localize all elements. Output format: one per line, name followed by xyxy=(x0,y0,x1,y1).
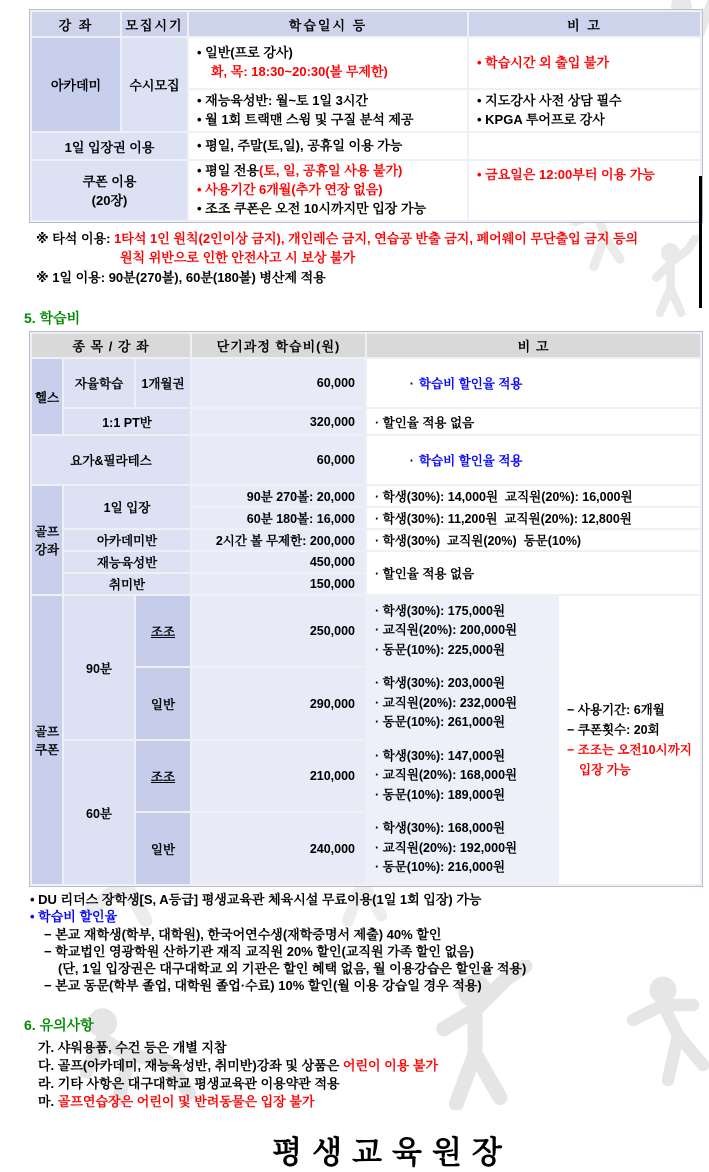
header-remark: 비 고 xyxy=(366,333,701,358)
golf-day90-row xyxy=(31,485,701,507)
price-cell: 2시간 볼 무제한: 200,000 xyxy=(191,529,366,551)
min60-label: 60분 xyxy=(63,740,135,885)
category-health: 헬스 xyxy=(31,358,63,435)
note-cell-empty xyxy=(468,132,701,160)
remark-cell: · 학생(30%) 교직원(20%) 동문(10%) xyxy=(366,529,701,551)
caution-ra: 라. 기타 사항은 대구대학교 평생교육관 이용약관 적용 xyxy=(38,1076,340,1092)
early-label: 조조 xyxy=(135,595,191,667)
self-study-label: 자율학습 xyxy=(63,358,135,408)
period-cell: 수시모집 xyxy=(121,37,188,132)
health-pt-row xyxy=(31,408,701,435)
category-golf-lecture: 골프 강좌 xyxy=(31,485,63,595)
note-seat-usage: ※ 타석 이용: 1타석 1인 원칙(2인이상 금지), 개인레슨 금지, 연습공 반출 금지, 페어웨이 무단출입 금지 등의 xyxy=(36,230,639,246)
remark-cell: · 할인율 적용 없음 xyxy=(366,408,701,435)
pt-label: 1:1 PT반 xyxy=(63,408,191,435)
coupon-label: 쿠폰 이용 (20장) xyxy=(31,160,188,221)
remark-cell: · 학생(30%): 11,200원 교직원(20%): 12,800원 xyxy=(366,507,701,529)
remark-cell: · 학습비 할인율 적용 xyxy=(366,435,701,485)
course-academy-cell: 아카데미 xyxy=(31,37,121,132)
caution-ma: 마. 골프연습장은 어린이 및 반려동물은 입장 불가 xyxy=(38,1094,315,1110)
month-pass-label: 1개월권 xyxy=(135,358,191,408)
remark-cell: · 학생(30%): 147,000원 · 교직원(20%): 168,000원 · 동문(10%): 189,000원 xyxy=(366,740,558,812)
talent-class-label: 재능육성반 xyxy=(63,551,191,573)
signature-title: 평생교육원장 xyxy=(272,1135,512,1171)
discount-rate-title: • 학습비 할인율 xyxy=(30,909,118,925)
reference-notes xyxy=(30,229,709,288)
schedule-cell: • 일반(프로 강사) 화, 목: 18:30~20:30(볼 무제한) xyxy=(188,37,468,89)
note-daily-usage: ※ 1일 이용: 90분(270볼), 60분(180볼) 병산제 적용 xyxy=(36,269,326,285)
note-seat-usage-cont: 원칙 위반으로 인한 안전사고 시 보상 불가 xyxy=(120,250,356,266)
day-pass-row xyxy=(31,132,701,160)
note-cell: • 지도강사 사전 상담 필수 • KPGA 투어프로 강사 xyxy=(468,89,701,132)
fee-header-row xyxy=(31,333,701,358)
golf-talent-row xyxy=(31,551,701,573)
price-cell: 150,000 xyxy=(191,573,366,595)
header-note: 비 고 xyxy=(468,11,701,37)
coupon-90-early-row xyxy=(31,595,701,667)
remark-cell: · 학생(30%): 168,000원 · 교직원(20%): 192,000원 · 동문(10%): 216,000원 xyxy=(366,812,558,885)
coupon-row xyxy=(31,160,701,221)
yoga-label: 요가&필라테스 xyxy=(31,435,191,485)
section-5-title: 5. 학습비 xyxy=(24,310,81,327)
schedule-cell: • 재능육성반: 월~토 1일 3시간 • 월 1회 트랙맨 스윙 및 구질 분석 제공 xyxy=(188,89,468,132)
remark-cell: · 학생(30%): 203,000원 · 교직원(20%): 232,000원 · 동문(10%): 261,000원 xyxy=(366,667,558,740)
price-cell: 320,000 xyxy=(191,408,366,435)
cautions-list xyxy=(30,1039,709,1112)
schedule-cell: • 평일 전용(토, 일, 공휴일 사용 불가) • 사용기간 6개월(추가 연장 없음) • 조조 쿠폰은 오전 10시까지만 입장 가능 xyxy=(188,160,468,221)
remark-cell: · 학생(30%): 14,000원 교직원(20%): 16,000원 xyxy=(366,485,701,507)
header-item: 종 목 / 강 좌 xyxy=(31,333,191,358)
price-cell: 60분 180볼: 16,000 xyxy=(191,507,366,529)
note-cell: • 학습시간 외 출입 불가 xyxy=(468,37,701,89)
price-cell: 210,000 xyxy=(191,740,366,812)
min90-label: 90분 xyxy=(63,595,135,740)
price-cell: 450,000 xyxy=(191,551,366,573)
course-info-table xyxy=(30,10,702,222)
general-label: 일반 xyxy=(135,667,191,740)
header-course: 강 좌 xyxy=(31,11,121,37)
early-label: 조조 xyxy=(135,740,191,812)
caution-da: 다. 골프(아카데미, 재능육성반, 취미반)강좌 및 상품은 어린이 이용 불가 xyxy=(38,1057,439,1073)
hobby-class-label: 취미반 xyxy=(63,573,191,595)
coupon-side-note: − 사용기간: 6개월 − 쿠폰횟수: 20회 − 조조는 오전10시까지 입장 가능 xyxy=(558,595,701,885)
header-price: 단기과정 학습비(원) xyxy=(191,333,366,358)
price-cell: 60,000 xyxy=(191,435,366,485)
discount-alumni: − 본교 동문(학부 졸업, 대학원 졸업·수료) 10% 할인(월 이용 강습일 경우 적용) xyxy=(44,978,482,994)
golf-academy-row xyxy=(31,529,701,551)
caution-ga: 가. 샤워용품, 수건 등은 개별 지참 xyxy=(38,1039,227,1055)
price-cell: 90분 270볼: 20,000 xyxy=(191,485,366,507)
tuition-fee-table xyxy=(30,332,702,886)
note-cell: • 금요일은 12:00부터 이용 가능 xyxy=(468,160,701,221)
header-period: 모집시기 xyxy=(121,11,188,37)
discount-staff-sub: (단, 1일 입장권은 대구대학교 외 기관은 할인 혜택 없음, 월 이용강습은 할인율 적용) xyxy=(58,961,527,977)
discount-info xyxy=(30,891,709,995)
price-cell: 290,000 xyxy=(191,667,366,740)
price-cell: 60,000 xyxy=(191,358,366,408)
course-table-header-row xyxy=(31,11,701,37)
price-cell: 250,000 xyxy=(191,595,366,667)
yoga-row xyxy=(31,435,701,485)
header-schedule: 학습일시 등 xyxy=(188,11,468,37)
section-6-title: 6. 유의사항 xyxy=(24,1016,94,1033)
day-entry-label: 1일 입장 xyxy=(63,485,191,529)
academy-class-label: 아카데미반 xyxy=(63,529,191,551)
du-leaders-note: • DU 리더스 장학생[S, A등급] 평생교육관 체육시설 무료이용(1일 1회 입장) 가능 xyxy=(30,892,482,908)
discount-students: − 본교 재학생(학부, 대학원), 한국어연수생(재학증명서 제출) 40% 할인 xyxy=(44,926,442,942)
remark-cell: · 학습비 할인율 적용 xyxy=(366,358,701,408)
academy-general-row xyxy=(31,37,701,89)
right-edge-line xyxy=(699,176,702,308)
remark-cell: · 학생(30%): 175,000원 · 교직원(20%): 200,000원 · 동문(10%): 225,000원 xyxy=(366,595,558,667)
day-pass-label: 1일 입장권 이용 xyxy=(31,132,188,160)
general-label: 일반 xyxy=(135,812,191,885)
category-golf-coupon: 골프 쿠폰 xyxy=(31,595,63,885)
discount-staff: − 학교법인 영광학원 산하기관 재직 교직원 20% 할인(교직원 가족 할인 없음) xyxy=(44,943,475,959)
price-cell: 240,000 xyxy=(191,812,366,885)
health-self-row xyxy=(31,358,701,408)
schedule-cell: • 평일, 주말(토,일), 공휴일 이용 가능 xyxy=(188,132,468,160)
remark-cell: · 할인율 적용 없음 xyxy=(366,551,701,595)
